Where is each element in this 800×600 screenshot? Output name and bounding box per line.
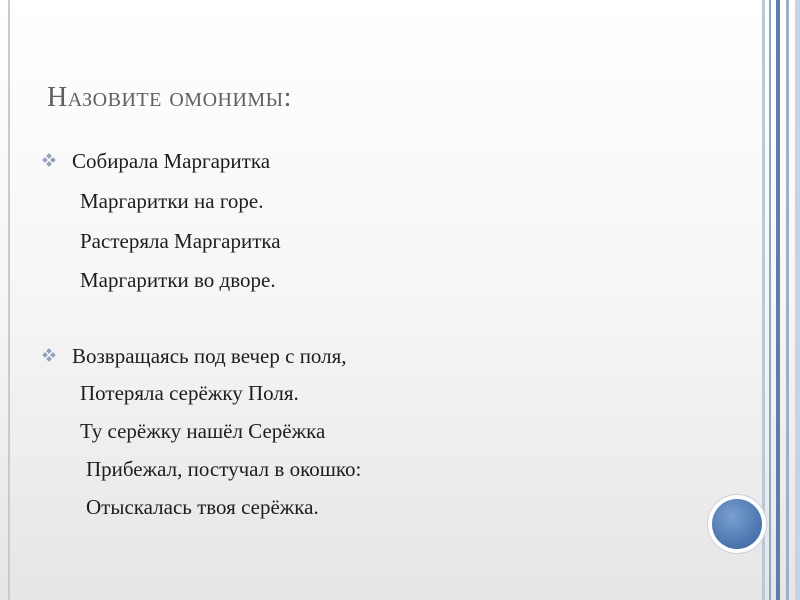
left-rule	[8, 0, 10, 600]
diamond-bullet-icon	[42, 153, 56, 167]
text-line: Маргаритки во дворе.	[80, 268, 276, 292]
text-line: Собирала Маргаритка	[72, 149, 271, 173]
decor-rail	[776, 0, 780, 600]
decor-rail	[786, 0, 789, 600]
decor-rail	[795, 0, 800, 600]
decor-rail	[762, 0, 765, 600]
slide-title: Назовите омонимы:	[47, 82, 292, 113]
text-line: Прибежал, постучал в окошко:	[86, 457, 362, 481]
text-line: Маргаритки на горе.	[80, 189, 264, 213]
text-line: Отыскалась твоя серёжка.	[86, 495, 319, 519]
text-line: Возвращаясь под вечер с поля,	[72, 344, 347, 368]
text-line: Растеряла Маргаритка	[80, 229, 281, 253]
text-line: Ту серёжку нашёл Серёжка	[80, 419, 326, 443]
diamond-bullet-icon	[42, 348, 56, 362]
accent-circle	[712, 499, 762, 549]
text-line: Потеряла серёжку Поля.	[80, 381, 299, 405]
decor-rail	[769, 0, 771, 600]
